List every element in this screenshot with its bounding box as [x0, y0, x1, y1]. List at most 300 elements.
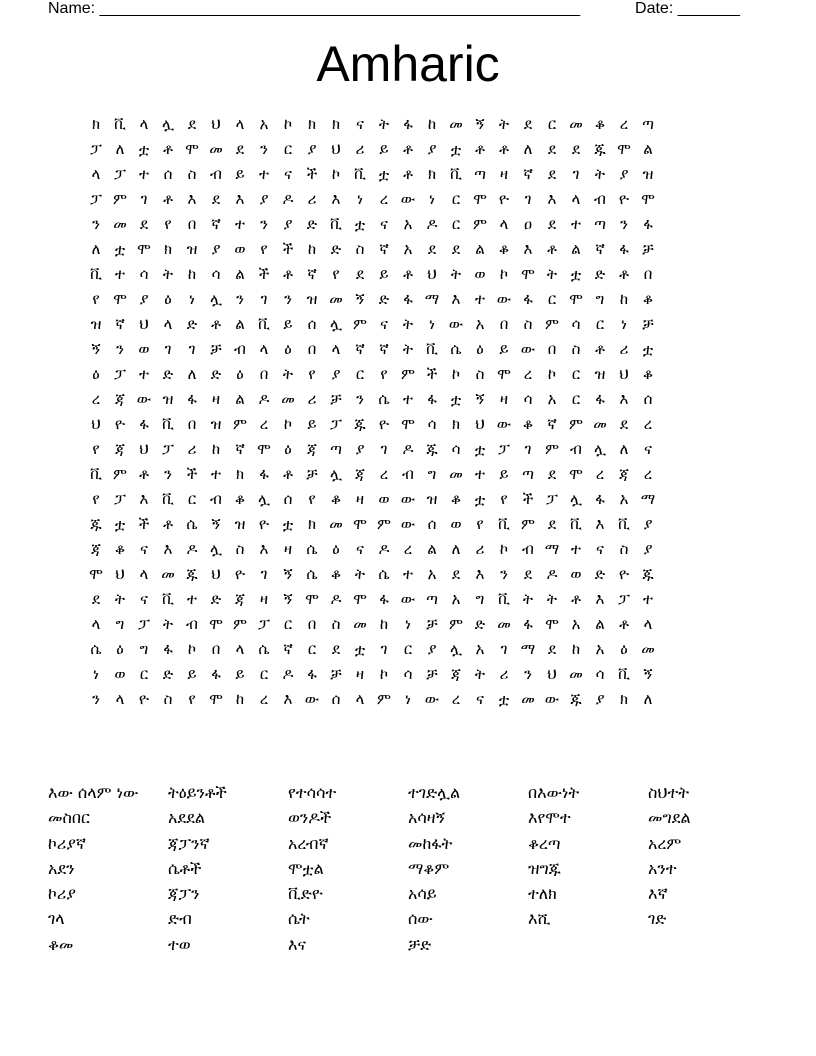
grid-letter[interactable]: አ — [619, 490, 629, 508]
grid-letter[interactable]: ጣ — [474, 165, 486, 183]
grid-letter[interactable]: ቶ — [163, 140, 173, 158]
grid-letter[interactable]: በ — [187, 215, 197, 233]
grid-letter[interactable]: ት — [402, 315, 414, 333]
grid-letter[interactable]: ወ — [114, 665, 126, 683]
grid-letter[interactable]: ተ — [234, 215, 246, 233]
grid-letter[interactable]: ላ — [139, 565, 149, 583]
grid-letter[interactable]: ከ — [187, 265, 197, 283]
grid-letter[interactable]: ቪ — [449, 165, 462, 183]
grid-letter[interactable]: ፓ — [138, 615, 150, 633]
grid-letter[interactable]: ረ — [379, 465, 389, 483]
grid-letter[interactable]: ተ — [138, 165, 150, 183]
grid-letter[interactable]: ተ — [186, 590, 198, 608]
grid-letter[interactable]: ህ — [115, 565, 125, 583]
grid-letter[interactable]: ነ — [405, 690, 411, 708]
grid-letter[interactable]: ን — [524, 665, 532, 683]
grid-letter[interactable]: ቻ — [642, 240, 654, 258]
grid-letter[interactable]: ኮ — [547, 365, 557, 383]
grid-letter[interactable]: ፓ — [330, 415, 342, 433]
grid-letter[interactable]: ት — [522, 590, 534, 608]
grid-letter[interactable]: ት — [450, 265, 462, 283]
grid-letter[interactable]: ሴ — [378, 565, 390, 583]
grid-letter[interactable]: ስ — [475, 365, 485, 383]
grid-letter[interactable]: መ — [113, 215, 127, 233]
grid-letter[interactable]: ብ — [210, 490, 222, 508]
grid-letter[interactable]: ዕ — [332, 540, 340, 558]
grid-letter[interactable]: ፓ — [498, 440, 510, 458]
grid-letter[interactable]: ደ — [547, 465, 557, 483]
grid-letter[interactable]: ጁ — [594, 140, 606, 158]
grid-letter[interactable]: ክ — [619, 690, 629, 708]
grid-letter[interactable]: ለ — [523, 140, 533, 158]
grid-letter[interactable]: ዐ — [523, 215, 533, 233]
grid-letter[interactable]: ደ — [187, 115, 197, 133]
grid-letter[interactable]: ር — [355, 365, 365, 383]
grid-letter[interactable]: ቪ — [497, 515, 510, 533]
grid-letter[interactable]: ች — [426, 365, 438, 383]
grid-letter[interactable]: ሪ — [355, 140, 365, 158]
grid-letter[interactable]: ጁ — [186, 565, 198, 583]
grid-letter[interactable]: ም — [544, 315, 559, 333]
grid-letter[interactable]: ህ — [331, 140, 341, 158]
grid-letter[interactable]: ሞ — [113, 290, 127, 308]
grid-letter[interactable]: ረ — [643, 465, 653, 483]
grid-letter[interactable]: ሏ — [570, 490, 582, 508]
grid-letter[interactable]: ሰ — [163, 165, 173, 183]
grid-letter[interactable]: ቶ — [571, 590, 581, 608]
grid-letter[interactable]: ሴ — [90, 640, 102, 658]
grid-letter[interactable]: ሏ — [330, 315, 342, 333]
grid-letter[interactable]: ፋ — [139, 415, 149, 433]
grid-letter[interactable]: ሏ — [330, 465, 342, 483]
grid-letter[interactable]: ች — [258, 265, 270, 283]
grid-letter[interactable]: ቶ — [163, 190, 173, 208]
grid-letter[interactable]: ፓ — [114, 490, 126, 508]
grid-letter[interactable]: ም — [544, 440, 559, 458]
grid-letter[interactable]: ድ — [162, 365, 174, 383]
grid-letter[interactable]: ር — [571, 365, 581, 383]
grid-letter[interactable]: መ — [329, 290, 343, 308]
grid-letter[interactable]: ም — [448, 615, 463, 633]
grid-letter[interactable]: ወ — [234, 240, 246, 258]
grid-letter[interactable]: ኮ — [499, 265, 509, 283]
grid-letter[interactable]: በ — [499, 315, 509, 333]
grid-letter[interactable]: ሴ — [258, 640, 270, 658]
grid-letter[interactable]: ግ — [139, 640, 149, 658]
grid-letter[interactable]: ሞ — [209, 615, 223, 633]
grid-letter[interactable]: ዮ — [234, 565, 246, 583]
grid-letter[interactable]: ኛ — [235, 440, 245, 458]
grid-letter[interactable]: ሳ — [139, 265, 149, 283]
grid-letter[interactable]: ማ — [640, 490, 656, 508]
grid-letter[interactable]: ን — [236, 290, 244, 308]
grid-letter[interactable]: ብ — [570, 440, 582, 458]
grid-letter[interactable]: ን — [260, 215, 268, 233]
grid-letter[interactable]: መ — [449, 115, 463, 133]
grid-letter[interactable]: ቻ — [426, 615, 438, 633]
grid-letter[interactable]: ወ — [450, 515, 462, 533]
grid-letter[interactable]: ህ — [211, 115, 221, 133]
grid-letter[interactable]: ፋ — [643, 215, 653, 233]
grid-letter[interactable]: ቶ — [139, 465, 149, 483]
grid-letter[interactable]: ፓ — [162, 440, 174, 458]
grid-letter[interactable]: ፓ — [114, 165, 126, 183]
grid-letter[interactable]: ደ — [619, 415, 629, 433]
grid-letter[interactable]: ዝ — [594, 365, 606, 383]
grid-letter[interactable]: ላ — [235, 115, 245, 133]
grid-letter[interactable]: ሳ — [211, 265, 221, 283]
grid-letter[interactable]: ረ — [523, 365, 533, 383]
grid-letter[interactable]: ስ — [619, 540, 629, 558]
grid-letter[interactable]: ና — [380, 315, 388, 333]
grid-letter[interactable]: ረ — [91, 390, 101, 408]
grid-letter[interactable]: ያ — [643, 540, 653, 558]
grid-letter[interactable]: ቪ — [113, 115, 126, 133]
grid-letter[interactable]: ገ — [260, 565, 268, 583]
grid-letter[interactable]: ቷ — [378, 165, 390, 183]
grid-letter[interactable]: ይ — [499, 340, 509, 358]
grid-letter[interactable]: ቶ — [403, 165, 413, 183]
grid-letter[interactable]: ር — [187, 490, 197, 508]
grid-letter[interactable]: ቶ — [475, 140, 485, 158]
grid-letter[interactable]: ሞ — [257, 440, 271, 458]
grid-letter[interactable]: ተ — [258, 165, 270, 183]
grid-letter[interactable]: ገ — [380, 640, 388, 658]
grid-letter[interactable]: ም — [568, 415, 583, 433]
grid-letter[interactable]: ሞ — [353, 515, 367, 533]
grid-letter[interactable]: ዮ — [258, 515, 270, 533]
grid-letter[interactable]: ዕ — [116, 640, 124, 658]
grid-letter[interactable]: ይ — [235, 665, 245, 683]
grid-letter[interactable]: ሳ — [571, 315, 581, 333]
grid-letter[interactable]: ፓ — [90, 140, 102, 158]
grid-letter[interactable]: ከ — [427, 115, 437, 133]
grid-letter[interactable]: ዮ — [138, 690, 150, 708]
grid-letter[interactable]: ት — [402, 340, 414, 358]
grid-letter[interactable]: ስ — [235, 540, 245, 558]
grid-letter[interactable]: ዕ — [476, 340, 484, 358]
grid-letter[interactable]: ፋ — [187, 390, 197, 408]
grid-letter[interactable]: ቶ — [595, 340, 605, 358]
grid-letter[interactable]: ደ — [547, 515, 557, 533]
grid-letter[interactable]: እ — [331, 190, 341, 208]
grid-letter[interactable]: ህ — [547, 665, 557, 683]
grid-letter[interactable]: ት — [354, 565, 366, 583]
grid-letter[interactable]: ር — [571, 390, 581, 408]
grid-letter[interactable]: ፓ — [90, 190, 102, 208]
grid-letter[interactable]: ያ — [211, 240, 221, 258]
grid-letter[interactable]: ን — [284, 290, 292, 308]
grid-letter[interactable]: ቶ — [163, 515, 173, 533]
grid-letter[interactable]: ፋ — [379, 590, 389, 608]
grid-letter[interactable]: ላ — [235, 640, 245, 658]
grid-letter[interactable]: ረ — [595, 465, 605, 483]
grid-letter[interactable]: ክ — [307, 515, 317, 533]
grid-letter[interactable]: ቻ — [330, 665, 342, 683]
grid-letter[interactable]: ስ — [523, 315, 533, 333]
grid-letter[interactable]: ያ — [307, 140, 317, 158]
grid-letter[interactable]: ክ — [331, 115, 341, 133]
grid-letter[interactable]: ኝ — [211, 515, 221, 533]
grid-letter[interactable]: ዕ — [284, 340, 292, 358]
grid-letter[interactable]: ር — [283, 615, 293, 633]
grid-letter[interactable]: ቪ — [161, 415, 174, 433]
grid-letter[interactable]: ተ — [402, 565, 414, 583]
grid-letter[interactable]: እ — [619, 390, 629, 408]
grid-letter[interactable]: እ — [139, 490, 149, 508]
grid-letter[interactable]: ቆ — [594, 115, 606, 133]
grid-letter[interactable]: ቪ — [353, 165, 366, 183]
grid-letter[interactable]: ር — [283, 140, 293, 158]
grid-letter[interactable]: ላ — [643, 615, 653, 633]
grid-letter[interactable]: አ — [427, 565, 437, 583]
grid-letter[interactable]: ች — [138, 515, 150, 533]
grid-letter[interactable]: መ — [281, 390, 295, 408]
grid-letter[interactable]: ሞ — [209, 690, 223, 708]
grid-letter[interactable]: ለ — [187, 365, 197, 383]
grid-letter[interactable]: ው — [544, 690, 560, 708]
grid-letter[interactable]: ቻ — [426, 665, 438, 683]
grid-letter[interactable]: ም — [232, 415, 247, 433]
grid-letter[interactable]: ህ — [427, 265, 437, 283]
grid-letter[interactable]: እ — [547, 190, 557, 208]
grid-letter[interactable]: ወ — [138, 340, 150, 358]
grid-letter[interactable]: ድ — [306, 215, 318, 233]
grid-letter[interactable]: ፋ — [427, 390, 437, 408]
grid-letter[interactable]: ማ — [520, 640, 536, 658]
grid-letter[interactable]: ብ — [594, 190, 606, 208]
grid-letter[interactable]: የ — [308, 365, 316, 383]
grid-letter[interactable]: ቶ — [283, 265, 293, 283]
grid-letter[interactable]: ጣ — [426, 590, 438, 608]
grid-letter[interactable]: ክ — [91, 115, 101, 133]
grid-letter[interactable]: ያ — [595, 690, 605, 708]
grid-letter[interactable]: ገ — [380, 440, 388, 458]
grid-letter[interactable]: ጃ — [451, 665, 461, 683]
grid-letter[interactable]: ሞ — [185, 140, 199, 158]
grid-letter[interactable]: ማ — [424, 290, 440, 308]
grid-letter[interactable]: ዝ — [306, 290, 318, 308]
grid-letter[interactable]: ል — [475, 240, 485, 258]
grid-letter[interactable]: ል — [595, 615, 605, 633]
grid-letter[interactable]: በ — [307, 340, 317, 358]
grid-letter[interactable]: ፋ — [403, 290, 413, 308]
grid-letter[interactable]: ዶ — [330, 590, 342, 608]
grid-letter[interactable]: እ — [163, 540, 173, 558]
grid-letter[interactable]: ፋ — [259, 465, 269, 483]
grid-letter[interactable]: ኛ — [307, 265, 317, 283]
grid-letter[interactable]: ደ — [139, 215, 149, 233]
grid-letter[interactable]: ቶ — [499, 140, 509, 158]
grid-letter[interactable]: ጃ — [355, 465, 365, 483]
grid-letter[interactable]: ሞ — [401, 415, 415, 433]
grid-letter[interactable]: ቪ — [617, 515, 630, 533]
grid-letter[interactable]: አ — [571, 615, 581, 633]
grid-letter[interactable]: ም — [400, 365, 415, 383]
grid-letter[interactable]: ቪ — [161, 490, 174, 508]
grid-letter[interactable]: ቷ — [450, 390, 462, 408]
grid-letter[interactable]: ፓ — [546, 490, 558, 508]
grid-letter[interactable]: ድ — [330, 240, 342, 258]
grid-letter[interactable]: ከ — [307, 240, 317, 258]
grid-letter[interactable]: ሞ — [617, 140, 631, 158]
grid-letter[interactable]: ን — [164, 465, 172, 483]
grid-letter[interactable]: ል — [571, 240, 581, 258]
grid-letter[interactable]: ቆ — [114, 540, 126, 558]
grid-letter[interactable]: ይ — [283, 315, 293, 333]
grid-letter[interactable]: ሪ — [187, 440, 197, 458]
grid-letter[interactable]: ት — [378, 115, 390, 133]
grid-letter[interactable]: ፋ — [163, 640, 173, 658]
grid-letter[interactable]: ክ — [451, 415, 461, 433]
grid-letter[interactable]: ር — [451, 215, 461, 233]
grid-letter[interactable]: ይ — [379, 140, 389, 158]
grid-letter[interactable]: መ — [521, 690, 535, 708]
grid-letter[interactable]: ይ — [235, 165, 245, 183]
grid-letter[interactable]: ረ — [451, 690, 461, 708]
grid-letter[interactable]: ተ — [642, 590, 654, 608]
grid-letter[interactable]: ላ — [571, 190, 581, 208]
grid-letter[interactable]: ከ — [379, 615, 389, 633]
grid-letter[interactable]: ና — [284, 165, 292, 183]
grid-letter[interactable]: ድ — [210, 590, 222, 608]
grid-letter[interactable]: ጁ — [642, 565, 654, 583]
grid-letter[interactable]: ዶ — [186, 540, 198, 558]
grid-letter[interactable]: ሴ — [306, 540, 318, 558]
grid-letter[interactable]: ቷ — [354, 215, 366, 233]
grid-letter[interactable]: ጣ — [594, 215, 606, 233]
grid-letter[interactable]: ደ — [571, 140, 581, 158]
grid-letter[interactable]: ጃ — [115, 440, 125, 458]
grid-letter[interactable]: ህ — [139, 440, 149, 458]
grid-letter[interactable]: ሳ — [427, 415, 437, 433]
grid-letter[interactable]: ሞ — [353, 590, 367, 608]
grid-letter[interactable]: ላ — [163, 315, 173, 333]
grid-letter[interactable]: ች — [186, 465, 198, 483]
grid-letter[interactable]: ድ — [378, 290, 390, 308]
grid-letter[interactable]: ገ — [524, 440, 532, 458]
grid-letter[interactable]: እ — [283, 690, 293, 708]
grid-letter[interactable]: ኝ — [283, 590, 293, 608]
grid-letter[interactable]: ገ — [188, 340, 196, 358]
grid-letter[interactable]: ያ — [643, 515, 653, 533]
grid-letter[interactable]: ድ — [594, 565, 606, 583]
grid-letter[interactable]: ዝ — [162, 390, 174, 408]
grid-letter[interactable]: ቆ — [642, 365, 654, 383]
grid-letter[interactable]: ሰ — [643, 390, 653, 408]
grid-letter[interactable]: ዮ — [498, 190, 510, 208]
grid-letter[interactable]: ላ — [331, 340, 341, 358]
grid-letter[interactable]: ያ — [283, 215, 293, 233]
grid-letter[interactable]: ይ — [499, 465, 509, 483]
grid-letter[interactable]: ን — [356, 390, 364, 408]
grid-letter[interactable]: ዶ — [282, 190, 294, 208]
grid-letter[interactable]: አ — [475, 315, 485, 333]
grid-letter[interactable]: እ — [595, 515, 605, 533]
grid-letter[interactable]: ተ — [474, 465, 486, 483]
grid-letter[interactable]: ጁ — [90, 515, 102, 533]
grid-letter[interactable]: ተ — [570, 215, 582, 233]
grid-letter[interactable]: ር — [451, 190, 461, 208]
grid-letter[interactable]: ፋ — [211, 665, 221, 683]
grid-letter[interactable]: ሏ — [594, 440, 606, 458]
grid-letter[interactable]: ዕ — [236, 365, 244, 383]
grid-letter[interactable]: ኮ — [283, 115, 293, 133]
grid-letter[interactable]: ስ — [571, 340, 581, 358]
grid-letter[interactable]: ር — [595, 315, 605, 333]
grid-letter[interactable]: ቷ — [498, 690, 510, 708]
grid-letter[interactable]: ው — [400, 590, 416, 608]
grid-letter[interactable]: ም — [520, 515, 535, 533]
grid-letter[interactable]: የ — [164, 215, 172, 233]
grid-letter[interactable]: ም — [232, 615, 247, 633]
grid-letter[interactable]: ዶ — [402, 440, 414, 458]
grid-letter[interactable]: ነ — [405, 615, 411, 633]
grid-letter[interactable]: ስ — [331, 615, 341, 633]
grid-letter[interactable]: ሞ — [521, 265, 535, 283]
grid-letter[interactable]: ላ — [139, 115, 149, 133]
grid-letter[interactable]: ረ — [619, 115, 629, 133]
grid-letter[interactable]: ያ — [259, 190, 269, 208]
grid-letter[interactable]: ግ — [595, 290, 605, 308]
grid-letter[interactable]: ይ — [379, 265, 389, 283]
grid-letter[interactable]: የ — [308, 490, 316, 508]
grid-letter[interactable]: ዶ — [426, 215, 438, 233]
grid-letter[interactable]: ደ — [91, 590, 101, 608]
grid-letter[interactable]: ፓ — [258, 615, 270, 633]
grid-letter[interactable]: ሳ — [523, 390, 533, 408]
grid-letter[interactable]: ቷ — [570, 265, 582, 283]
grid-letter[interactable]: ን — [116, 340, 124, 358]
grid-letter[interactable]: ላ — [259, 340, 269, 358]
grid-letter[interactable]: ው — [448, 315, 464, 333]
grid-letter[interactable]: ፋ — [307, 665, 317, 683]
grid-letter[interactable]: ቪ — [569, 515, 582, 533]
grid-letter[interactable]: በ — [643, 265, 653, 283]
grid-letter[interactable]: በ — [187, 415, 197, 433]
grid-letter[interactable]: ክ — [235, 465, 245, 483]
grid-letter[interactable]: ተ — [138, 365, 150, 383]
grid-letter[interactable]: ቆ — [642, 290, 654, 308]
grid-letter[interactable]: ላ — [115, 690, 125, 708]
grid-letter[interactable]: ተ — [114, 265, 126, 283]
grid-letter[interactable]: የ — [92, 440, 100, 458]
grid-letter[interactable]: ብ — [522, 540, 534, 558]
grid-letter[interactable]: ጣ — [642, 115, 654, 133]
grid-letter[interactable]: ት — [162, 615, 174, 633]
grid-letter[interactable]: ዝ — [186, 240, 198, 258]
grid-letter[interactable]: ው — [496, 415, 512, 433]
grid-letter[interactable]: ቪ — [329, 215, 342, 233]
grid-letter[interactable]: ሴ — [306, 565, 318, 583]
grid-letter[interactable]: ዛ — [283, 540, 293, 558]
grid-letter[interactable]: ሏ — [210, 540, 222, 558]
grid-letter[interactable]: ቷ — [114, 240, 126, 258]
grid-letter[interactable]: ደ — [547, 165, 557, 183]
grid-letter[interactable]: ላ — [355, 690, 365, 708]
grid-letter[interactable]: ሞ — [569, 465, 583, 483]
grid-letter[interactable]: ስ — [187, 165, 197, 183]
grid-letter[interactable]: ል — [235, 265, 245, 283]
grid-letter[interactable]: ን — [620, 215, 628, 233]
grid-letter[interactable]: ዛ — [499, 390, 509, 408]
grid-letter[interactable]: ኛ — [523, 165, 533, 183]
grid-letter[interactable]: ዝ — [426, 490, 438, 508]
grid-letter[interactable]: ስ — [355, 240, 365, 258]
grid-letter[interactable]: ጣ — [330, 440, 342, 458]
grid-letter[interactable]: ነ — [189, 290, 195, 308]
grid-letter[interactable]: ዶ — [258, 390, 270, 408]
